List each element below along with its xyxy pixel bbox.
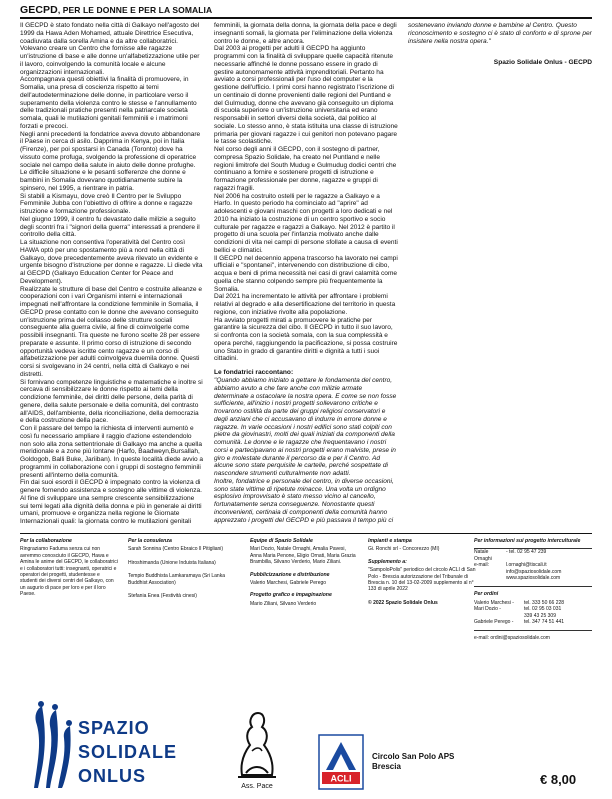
contact-value[interactable]: l.ornaghi@tiscali.it — [506, 562, 547, 569]
paragraph: Nel 2006 ha costruito ostelli per le ragazze a Galkayo e a Harfo. In questo periodo ha cominciato ad "aprire" ad adolescenti e giovani maschi con progetti a loro dedicati e nel 2010 ha iniziato la costruzione di un centro sportivo e socio culturale per ragazze e ragazzi a Galkayo. Nel 2012 è partito il progetto di una scuola per l'infanzia motivato anche dalle condizioni di vita nei campi di persone sfollate a causa di eventi bellici e climatici. — [214, 192, 398, 254]
team-column — [250, 538, 358, 607]
contact-key: Natale Ornaghi — [474, 549, 492, 562]
paragraph: Accompagnava questi obiettivi la finalità di promuovere, in Somalia, una presa di coscienza rispetto ai temi dell'autodeterminazione delle donne, in particolare verso il superamento della violenza contro le stesse e l'annullamento delle tradizionali pratiche presenti nella patriarcale società somala, quali le mutilazioni genitali femminili e i matrimoni forzati e precoci. — [20, 76, 197, 130]
order-row — [474, 619, 592, 625]
spazio-solidale-emblem-icon — [28, 700, 76, 792]
team-heading: Equipe di Spazio Solidale — [250, 538, 313, 544]
collaboration-heading: Per la collaborazione — [20, 538, 72, 544]
info-column — [474, 538, 592, 642]
order-value: tel. 333 50 66 228 — [524, 599, 565, 606]
paragraph: Il GECPD nel decennio appena trascorso ha lavorato nei campi ufficiali e "spontanei", intervenendo con distribuzione di cibo, acqua e beni di prima necessità nei casi di gravi calamità come quella che stanno colpendo sempre più frequentemente la Somalia. — [214, 254, 398, 293]
order-key: Valerio Marchesi - — [474, 599, 514, 606]
founders-quote: Inoltre, fondatrice e personale del centro, in diverse occasioni, sono state vittime di ripetute minacce. Una volta un ordigno esplosivo improvvisato è stato messo vicino al cancello, fortunatamente senza conseguenze. Nonostante questi inconvenienti, certinaia di componenti della comunità hanno apprezzato i progetti del GECPD e più passava il tempo più ci sostenevano inviando donne e bambine al Centro. Questo riconoscimento e sostegno ci è stato di conforto e di sprone per insistere nella nostra opera." — [214, 22, 592, 524]
collaboration-column — [20, 538, 118, 598]
paragraph: La situazione non consentiva l'operatività del Centro così HAWA optò per uno spostamento più a nord nella città di Galkayo, dove precedentemente aveva rilevato un evidente e urgente bisogno d'istruzione per donne e ragazze. Lì diede vita al GECPD (Galkayo Education Center for Peace and Development). — [20, 239, 203, 285]
distribution-heading: Pubblicizzazione e distribuzione — [250, 571, 330, 578]
order-value: 339 43 25 309 — [524, 612, 556, 619]
paragraph: Negli anni precedenti la fondatrice aveva dovuto abbandonare il Paese in cerca di asilo. Dapprima in Kenya, poi in Italia (Firenze), per poi spostarsi in Canada (Toronto) dove ha vissuto come profuga, svolgendo la professione di operatrice sociale nel campo della salute in aiuto delle donne profughe. — [20, 130, 201, 169]
order-value: tel. 02 95 03 031 — [524, 606, 562, 613]
ass-pace-logo — [232, 705, 282, 795]
paragraph: Fin dai suoi esordi il GECPD è impegnato contro la violenza di genere fornendo assistenza e sostegno alle vittime di violenza. Al fine di sviluppare una sempre crescente sensibilizzazione sui temi legati alla dignità della donna e più in generale ai diritti umani, promuove e organizza nella regione le Giornate Internazionali quali: la giornata contro le mutilazioni genitali femminili, la giornata della donna, la giornata della pace e degli insegnanti somali, la giornata per l'eliminazione della violenza contro le donne, e altre ancora. — [20, 22, 397, 525]
paragraph: Con il passare del tempo la richiesta di interventi aumentò e così fu necessario ampliare il raggio d'azione estendendolo non solo alla zona settentrionale di Galkayo ma anche a quella meridionale e a zone più lontane (Harfo, Baadweyn,Bursallah, Goldogob, Balli Buke, Jariiban). In queste località diede avvio a programmi in collaborazione con i gruppi di sostegno femminili presenti all'interno della comunità. — [20, 425, 204, 479]
order-key: Mari Dozio - — [474, 606, 501, 613]
spazio-solidale-logo — [28, 700, 178, 792]
acli-line1: Circolo San Polo APS — [372, 752, 455, 761]
title-rule — [20, 17, 592, 19]
spazio-word: SPAZIO — [78, 718, 150, 738]
consulting-column — [128, 538, 240, 599]
acli-logo — [318, 734, 364, 790]
paragraph: Le difficile situazione e le pesanti sofferenze che donne e bambini in Somalia dovevano quotidianamente subire la spinsero, nel 1995, a rientrare in patria. — [20, 169, 186, 192]
contact-row — [474, 575, 592, 581]
article-header — [20, 4, 220, 18]
acli-caption — [372, 752, 482, 772]
consulting-item: Hiroshimanda (Unione Induista Italiana) — [128, 559, 216, 566]
orders-heading: Per ordini — [474, 591, 499, 598]
solidale-word: SOLIDALE — [78, 742, 178, 762]
contact-value: - tel. 02 95 47 239 — [506, 549, 547, 556]
article-body — [20, 22, 592, 527]
acli-emblem-icon — [318, 734, 364, 790]
print-heading: Impianti e stampa — [368, 538, 412, 544]
contact-key — [474, 575, 506, 581]
order-email[interactable]: e-mail: ordini@spaziosolidale.com — [474, 635, 550, 642]
contact-value[interactable]: www.spaziosolidale.com — [506, 575, 561, 582]
paragraph: Il GECPD è stato fondato nella città di Galkayo nell'agosto del 1999 da Hawa Aden Mohamed, attuale Direttrice Esecutiva, coadiuvata dalla sorella Amina e da altre collaboratrici. Volevano creare un Centro che fornisse alle ragazze un'istruzione di base e alle donne un'alfabetizzazione utile per il lavoro, coinvolgendo la comunità locale e alcune organizzazioni internazionali. — [20, 22, 200, 76]
order-key: Gabriele Perego - — [474, 619, 514, 626]
consulting-item: Stefania Enea (Festività cinesi) — [128, 593, 197, 600]
onlus-word: ONLUS — [78, 766, 146, 786]
section-divider — [20, 533, 592, 534]
order-value: tel. 347 74 51 441 — [524, 619, 565, 626]
graphics-heading: Progetto grafico e impaginazione — [250, 592, 332, 599]
title-sub: , PER LE DONNE E PER LA SOMALIA — [57, 5, 213, 15]
paragraph: Realizzate le strutture di base del Centro e costruite alleanze e cooperazioni con i vari Organismi interni e internazionali impegnati nell'affrontare la condizione femminile in Somalia, il GECPD prese contatto con le donne che avevano conseguito un'istruzione prima del collasso delle strutture sociali conseguente alla guerra civile, al fine di coinvolgerle come possibili insegnanti. Tra queste ne furono scelte 28 per essere preparate e assunte. Il primo corso di istruzione di secondo opportunità vedeva iscritte cento ragazze e un corso di alfabetizzazione per adulti coinvolgeva duemila donne. Questi corsi si svolgevano in 24 centri, nella città di Galkayo e nei distretti. — [20, 285, 202, 378]
article-signature: Spazio Solidale Onlus - GECPD — [493, 59, 592, 67]
paragraph: Si stabilì a Kismayu, dove creò Il Centro per le Sviluppo Femminile Jubba con l'obiettivo di offrire a donne e ragazze istruzione e formazione professionale. — [20, 192, 193, 215]
info-heading: Per informazioni sui progetto interculturale — [474, 538, 581, 544]
consulting-item: Sarah Sonnina (Centro Ebraico Il Pitigliani) — [128, 546, 224, 553]
supplement-heading: Supplemento a: — [368, 558, 407, 565]
contact-row — [474, 549, 592, 562]
paragraph: Dal 2003 ai progetti per adulti il GECPD ha aggiunto programmi con la finalità di sviluppare quelle capacità ritenute necessarie affinché le donne possano essere in grado di gestire autonomamente attività imprenditoriali. Pertanto ha avviato a corsi professionali per l'uso del computer e la gestione dell'ufficio. I primi corsi hanno registrato l'iscrizione di un centinaio di donne provenienti dalle regioni del Puntland e del Gulmudug, donne che avevano già conseguito un diploma di scuola superiore o un'istruzione universitaria ed erano responsabili in settori diversi della società, dal politico al sociale. Lo stesso anno, è stata istituita una classe di istruzione primaria per giovani ragazze i cui genitori non potevano pagare le tasse scolastiche. — [214, 45, 398, 146]
team-members: Mari Dozio, Natale Ornaghi, Amalia Pavesi, Anna Maria Penone, Eligio Ornati, Maria Grazia Brambilla, Silvano Verderio, Mario Ziliani. — [250, 546, 356, 566]
ass-pace-figure-icon — [232, 705, 282, 781]
title-main: GECPD — [20, 4, 58, 16]
contact-value[interactable]: info@spaziosolidale.com — [506, 568, 562, 575]
print-column — [368, 538, 480, 606]
collaboration-text: Ringraziamo Faduma senza cui non avremmo conosciuto il GECPD, Hawa e Amina le anime del GECPD, le collaboratrici e i collaboratori tutti: insegnanti, operatrici e operatori dei progetti, studentesse e studenti dei diversi centri del Galkayo, con un augurio di pace per loro e per il loro Paese. — [20, 546, 118, 598]
graphics-text: Mario Ziliani, Silvano Verderio — [250, 600, 317, 607]
colophon — [20, 538, 592, 688]
acli-badge-text: ACLI — [330, 773, 352, 784]
ass-pace-label: Ass. Pace — [241, 783, 273, 790]
consulting-item: Tempio Buddhista Lamkaramaya (Sri Lanka Buddhist Association) — [128, 573, 225, 586]
consulting-heading: Per la consulenza — [128, 538, 172, 544]
article-title — [20, 4, 220, 16]
paragraph: Nel giugno 1999, il centro fu devastato dalle milizie a seguito degli scontri fra i "signori della guerra" interessati a prendere il controllo della città. — [20, 215, 200, 239]
paragraph: Nel corso degli anni il GECPD, con il sostegno di partner, compresa Spazio Solidale, ha creato nel Puntland e nelle regioni limitrofe del South Mudug e Gulmudug dodici centri che continuano a fornire e sostenere progetti di istruzione e formazione professionale per donne, ragazze e gruppi di ragazzi fragili. — [214, 146, 397, 192]
founders-quote: "Quando abbiamo iniziato a gettare le fondamenta del centro, abbiamo avuto a che fare anche con milizie armate determinate a ostacolare la nostra opera. E come se non fosse sufficiente, all'inizio i nostri progetti sollevarono critiche e trovarono ostilità da parte dei gruppi religiosi conservatori e degli anziani che ci accusavano di indurre in errore donne e ragazze. In varie occasioni i nostri edifici sono stati colpiti con pietre da giovinastri, molti dei quali iniziati da componenti della comunità. Le donne e le ragazze che frequentavano i nostri corsi e partecipavano ai nostri progetti erano malviste, prese in giro e molestate durante il percorso da e per il Centro. Ad alcune sono state perquisite le cartelle, perché sospettate di nascondere strumenti culturalmente non adatti. — [214, 377, 397, 477]
price-label: € 8,00 — [540, 772, 577, 787]
print-text: Gi. Ronchi srl - Concorezzo (MI) — [368, 546, 440, 553]
paragraph: Ha avviato progetti mirati a promuovere le pratiche per garantire la sicurezza del cibo. Il GECPD in tutto il suo lavoro, si confronta con la società somala, con la sua complessità e opera perché, raggiungendo la pacificazione, si possa costruire uno Stato in grado di garantire diritti e dignità a tutti i suoi cittadini. — [214, 316, 398, 363]
copyright: © 2022 Spazio Solidale Onlus — [368, 599, 438, 606]
distribution-text: Valerio Marchesi, Gabriele Perego — [250, 580, 327, 587]
paragraph: Si fornivano competenze linguistiche e matematiche e inoltre si cercava di sensibilizzare le donne rispetto ai temi della condizione femminile, dei diritti delle persone, della parità di genere, della salute personale e della comunità, del contrasto all'AIDS, dell'ambiente, della riconciliazione, della democrazia e della costruzione della pace. — [20, 378, 203, 425]
contact-key: e-mail: — [474, 562, 490, 569]
supplement-text: "SampoloPolis" periodico del circolo ACLI di San Polo - Brescia autorizzazione del Tribunale di Brescia n. 10 del 13-02-2009 supplemento al n° 133 di aprile 2022 — [368, 567, 476, 593]
acli-line2: Brescia — [372, 762, 401, 771]
paragraph: Dal 2021 ha incrementato le attività per affrontare i problemi relativi al degrado e alla desertificazione del territorio in questa regione, con iniziative rivolte alla popolazione. — [214, 293, 396, 316]
founders-heading: Le fondatrici raccontano: — [214, 369, 294, 376]
